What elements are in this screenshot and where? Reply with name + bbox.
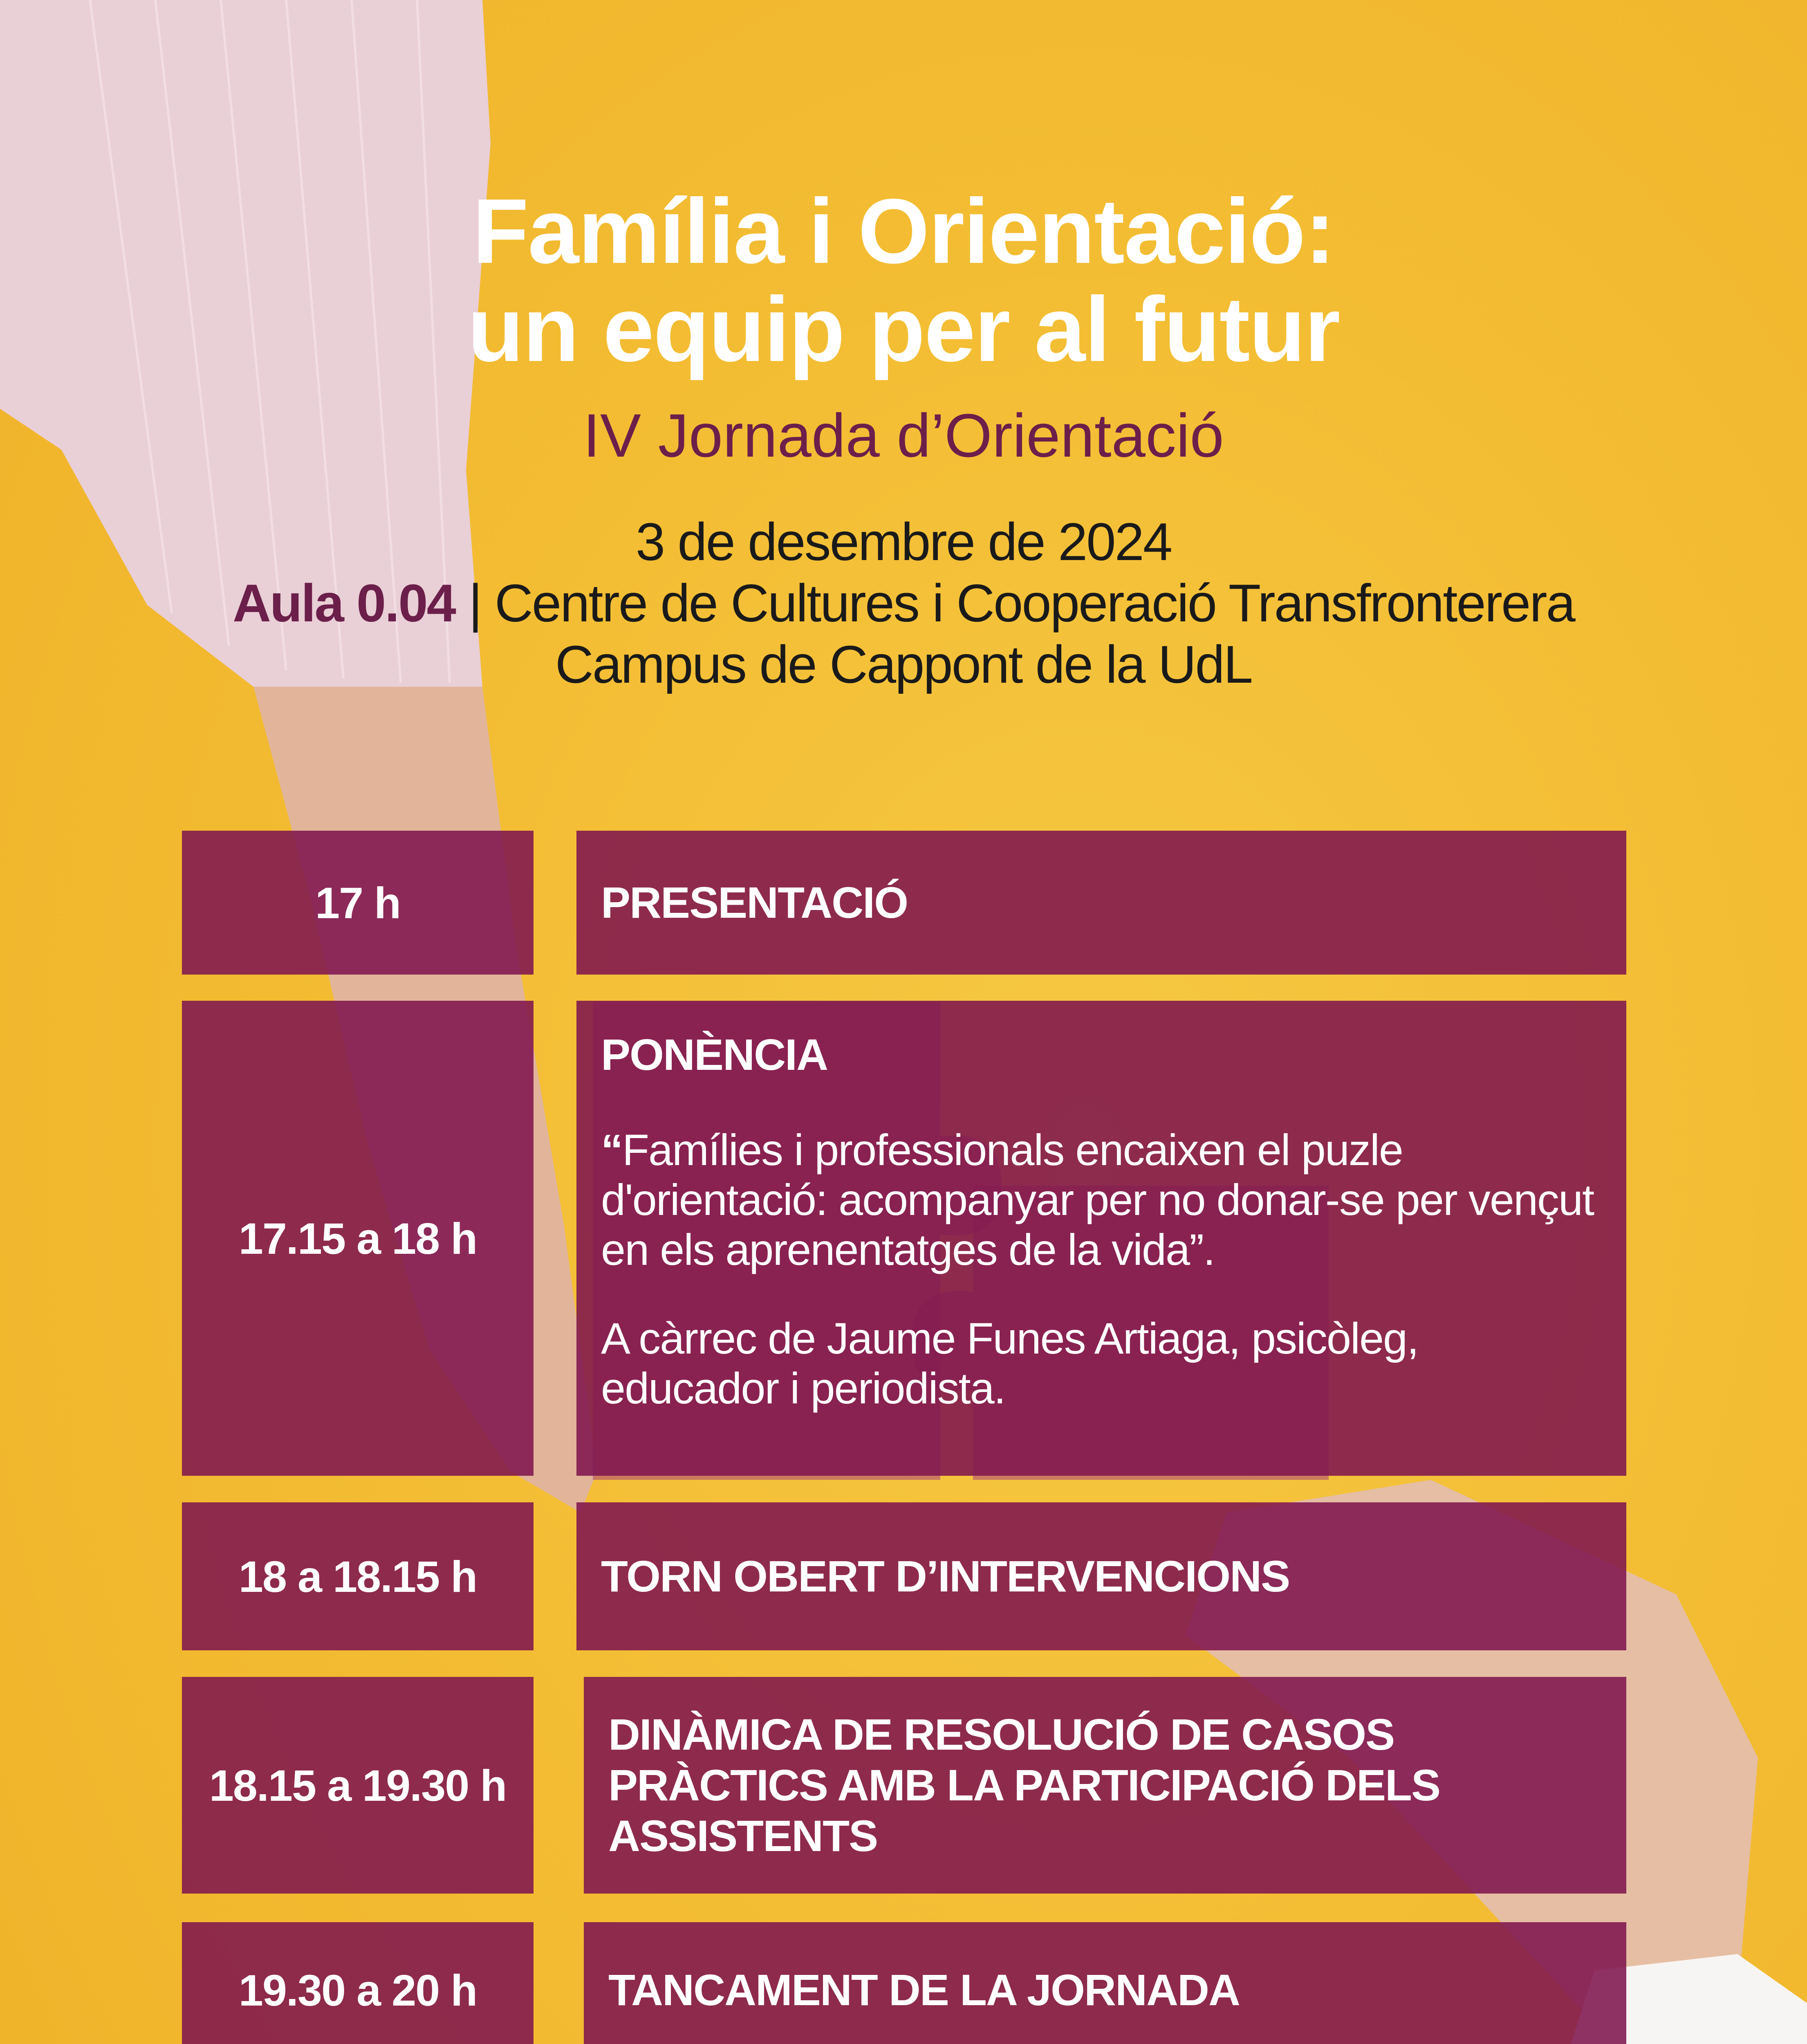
talk-speaker: A càrrec de Jaume Funes Artiaga, psicòleg, educador i periodista. <box>601 1313 1419 1413</box>
separator: | <box>469 573 481 633</box>
campus-name: Campus de Cappont de la UdL <box>555 634 1252 694</box>
schedule-title-3: TORN OBERT D’INTERVENCIONS <box>601 1551 1290 1601</box>
schedule-time-4: 18.15 a 19.30 h <box>182 1677 534 1894</box>
schedule-title-5: TANCAMENT DE LA JORNADA <box>608 1965 1240 2015</box>
event-title-line2: un equip per al futur <box>467 278 1340 381</box>
quote-mark: “ <box>601 1125 622 1174</box>
schedule-item-4 <box>584 1677 1626 1894</box>
schedule-time-2: 17.15 a 18 h <box>182 1001 534 1476</box>
venue-name: Centre de Cultures i Cooperació Transfronterera <box>494 573 1574 633</box>
schedule-item-2 <box>576 1001 1626 1476</box>
schedule-title-4: DINÀMICA DE RESOLUCIÓ DE CASOS PRÀCTICS AMB LA PARTICIPACIÓ DELS ASSISTENTS <box>608 1710 1440 1860</box>
event-subtitle: IV Jornada d’Orientació <box>583 401 1224 470</box>
event-location <box>0 572 1807 634</box>
event-title-line1: Família i Orientació: <box>472 179 1335 282</box>
event-date: 3 de desembre de 2024 <box>635 512 1172 572</box>
schedule-title-2: PONÈNCIA <box>601 1030 828 1079</box>
schedule-time-3: 18 a 18.15 h <box>182 1502 534 1650</box>
schedule-item-1 <box>576 831 1626 975</box>
schedule-item-3 <box>576 1502 1626 1650</box>
schedule-title-1: PRESENTACIÓ <box>601 878 908 927</box>
talk-quote-text: Famílies i professionals encaixen el puzle d'orientació: acompanyar per no donar-se per vençut en els aprenentatges de la vida”. <box>601 1125 1594 1274</box>
schedule-time-1: 17 h <box>182 831 534 975</box>
room-label: Aula 0.04 <box>233 573 455 633</box>
schedule-item-5 <box>584 1922 1626 2044</box>
talk-quote <box>601 1125 1602 1275</box>
schedule-time-5: 19.30 a 20 h <box>182 1922 534 2044</box>
